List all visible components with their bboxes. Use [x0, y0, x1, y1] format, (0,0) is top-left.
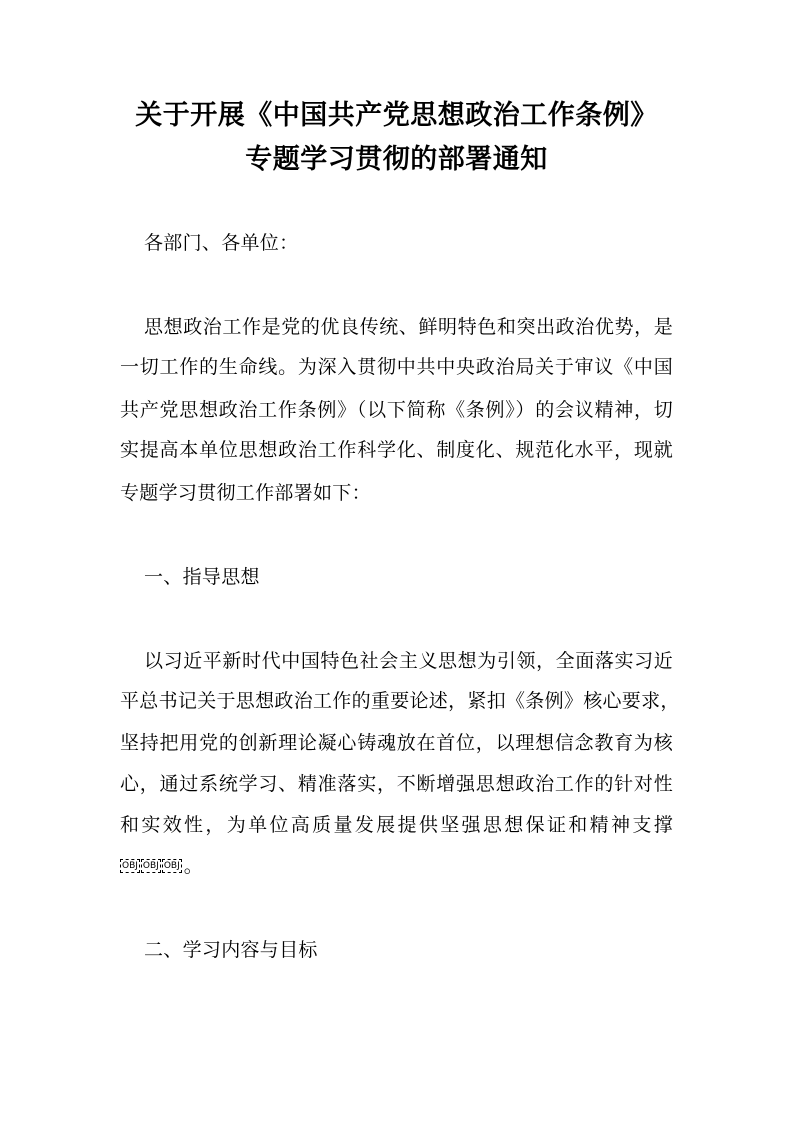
intro-line-5: 专题学习贯彻工作部署如下：: [120, 482, 371, 504]
section1-line-2: 平总书记关于思想政治工作的重要论述，紧扣《条例》核心要求，: [120, 690, 680, 712]
document-title-line-1: 关于开展《中国共产党思想政治工作条例》: [135, 100, 658, 131]
document-title-line-2: 专题学习贯彻的部署通知: [245, 144, 548, 175]
section-heading-learning-content: 二、学习内容与目标: [144, 939, 318, 961]
section1-line-3: 坚持把用党的创新理论凝心铸魂放在首位，以理想信念教育为核: [120, 732, 673, 754]
section1-line-4: 心，通过系统学习、精准落实，不断增强思想政治工作的针对性: [120, 773, 673, 795]
salutation: 各部门、各单位：: [144, 232, 299, 254]
embedded-object-placeholder: OBJ: [142, 861, 159, 871]
section1-line-1: 以习近平新时代中国特色社会主义思想为引领，全面落实习近: [144, 650, 673, 672]
embedded-object-placeholder: OBJ: [122, 861, 138, 871]
embedded-objects-row: [120, 852, 203, 880]
intro-line-1: 思想政治工作是党的优良传统、鲜明特色和突出政治优势，是: [144, 316, 673, 338]
section1-line-5: 和实效性，为单位高质量发展提供坚强思想保证和精神支撑: [120, 814, 673, 836]
intro-line-3: 共产党思想政治工作条例》（以下简称《条例》）的会议精神，切: [120, 399, 673, 421]
intro-line-2: 一切工作的生命线。为深入贯彻中共中央政治局关于审议《中国: [120, 356, 673, 378]
sentence-end-mark: 。: [183, 855, 203, 877]
embedded-object-placeholder: OBJ: [163, 861, 180, 871]
section-heading-guiding-ideology: 一、指导思想: [144, 566, 260, 588]
intro-line-4: 实提高本单位思想政治工作科学化、制度化、规范化水平，现就: [120, 439, 673, 461]
